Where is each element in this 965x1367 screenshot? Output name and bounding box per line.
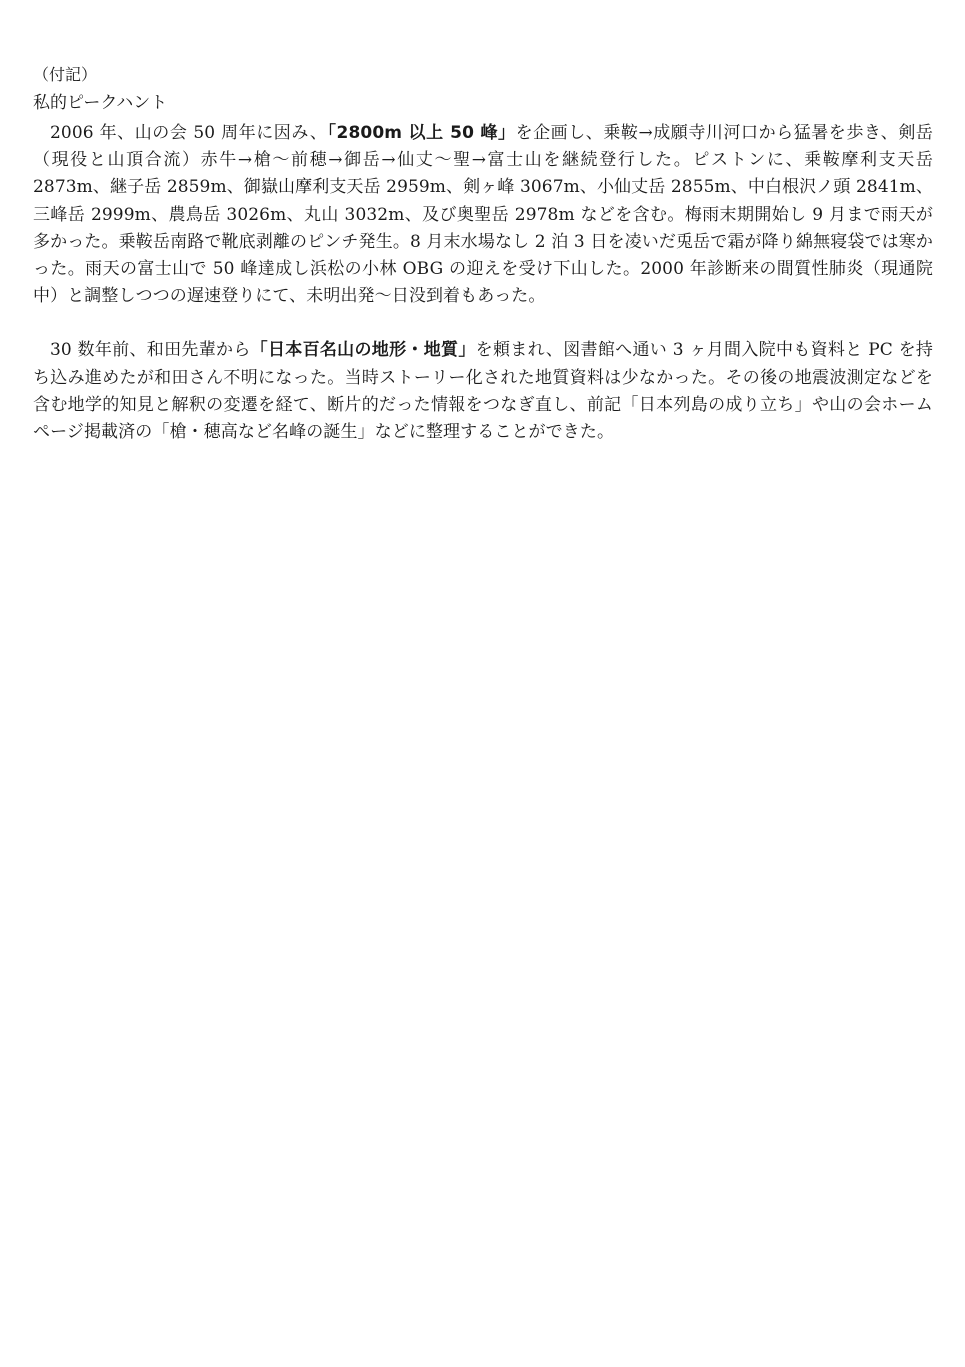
paragraph-peak-hunt xyxy=(33,120,933,310)
note-label: （付記） xyxy=(33,65,98,84)
paragraph-text-before: 30 数年前、和田先輩から xyxy=(50,340,251,361)
emphasis-hyakumeizan-geology: 「日本百名山の地形・地質」 xyxy=(250,340,476,361)
emphasis-2800m-50-peaks: 「2800m 以上 50 峰」 xyxy=(327,123,516,143)
document-page xyxy=(33,62,933,446)
paragraph-text-after: を企画し、乗鞍→成願寺川河口から猛暑を歩き、剣岳（現役と山頂合流）赤牛→槍～前穂→御岳→仙丈～聖→富士山を継続登行した。ピストンに、乗鞍摩利支天岳 2873m、継子岳 2859m、御嶽山摩利支天岳 2959m、剣ヶ峰 3067m、小仙丈岳 2855m、中白根沢ノ頭 2841m、三峰岳 2999m、農鳥岳 3026m、丸山 3032m、及び奥聖岳 2978m などを含む。梅雨末期開始し 9 月まで雨天が多かった。乗鞍岳南路で靴底剥離のピンチ発生。8 月末水場なし 2 泊 3 日を凌いだ兎岳で霜が降り綿無寝袋では寒かった。雨天の富士山で 50 峰達成し浜松の小林 OBG の迎えを受け下山した。2000 年診断来の間質性肺炎（現通院中）と調整しつつの遅速登りにて、未明出発～日没到着もあった。 xyxy=(33,123,933,307)
paragraph-text-after: を頼まれ、図書館へ通い 3 ヶ月間入院中も資料と PC を持ち込み進めたが和田さん不明になった。当時ストーリー化された地質資料は少なかった。その後の地震波測定などを含む地学的知見と解釈の変遷を経て、断片的だった情報をつなぎ直し、前記「日本列島の成り立ち」や山の会ホームページ掲載済の「槍・穂高など名峰の誕生」などに整理することができた。 xyxy=(33,340,933,443)
paragraph-hyakumeizan-geology xyxy=(33,337,933,446)
paragraph-text-before: 2006 年、山の会 50 周年に因み、 xyxy=(50,123,328,143)
section-title: 私的ピークハント xyxy=(33,93,168,113)
